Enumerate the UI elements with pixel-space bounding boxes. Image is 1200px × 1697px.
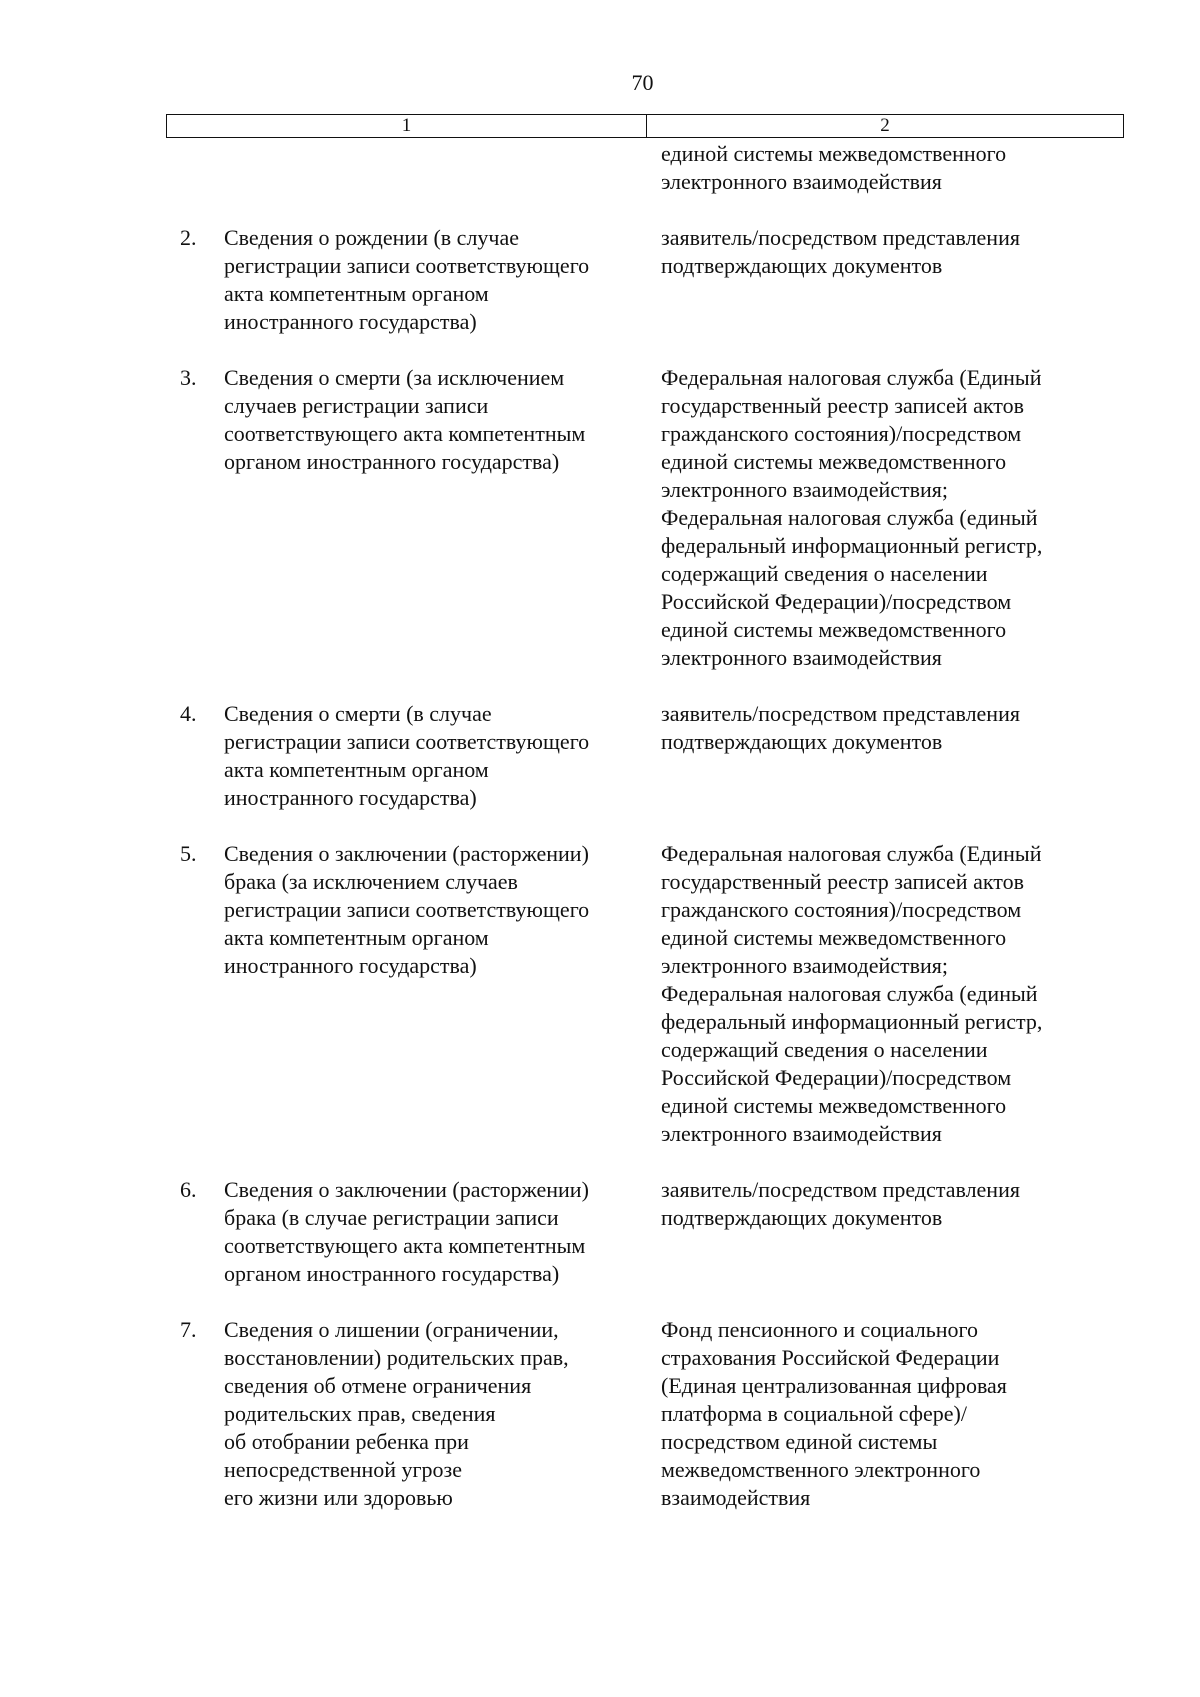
text-line: регистрации записи соответствующего: [224, 897, 590, 922]
text-line: акта компетентным органом: [224, 281, 489, 306]
text-line: подтверждающих документов: [661, 1205, 943, 1230]
text-line: Федеральная налоговая служба (единый: [661, 981, 1038, 1006]
text-line: заявитель/посредством представления: [661, 701, 1020, 726]
text-line: государственный реестр записей актов: [661, 393, 1024, 418]
text-line: единой системы межведомственного: [661, 617, 1007, 642]
row-information-type: [224, 364, 644, 672]
text-line: межведомственного электронного: [661, 1457, 981, 1482]
text-line: Сведения о лишении (ограничении,: [224, 1317, 559, 1342]
text-line: [224, 1120, 644, 1148]
text-line: подтверждающих документов: [661, 253, 943, 278]
text-line: заявитель/посредством представления: [661, 1177, 1020, 1202]
row-information-type: [224, 840, 644, 1148]
text-line: подтверждающих документов: [661, 729, 943, 754]
text-line: платформа в социальной сфере)/: [661, 1401, 967, 1426]
text-line: Федеральная налоговая служба (единый: [661, 505, 1038, 530]
text-line: иностранного государства): [224, 953, 477, 978]
text-line: [224, 1008, 644, 1036]
text-line: сведения об отмене ограничения: [224, 1373, 532, 1398]
continuation-line: единой системы межведомственного: [661, 141, 1007, 166]
row-information-type: [224, 1316, 644, 1512]
text-line: брака (за исключением случаев: [224, 869, 518, 894]
text-line: [224, 1064, 644, 1092]
row-number: 4.: [180, 701, 197, 726]
row-number: 6.: [180, 1177, 197, 1202]
text-line: электронного взаимодействия;: [661, 477, 948, 502]
row-source: [661, 364, 1121, 672]
row-information-type: [224, 700, 644, 812]
row-source: [661, 1176, 1121, 1288]
text-line: его жизни или здоровью: [224, 1485, 453, 1510]
table-row: [0, 840, 1200, 1148]
text-line: единой системы межведомственного: [661, 1093, 1007, 1118]
text-line: соответствующего акта компетентным: [224, 421, 586, 446]
page-number: 70: [631, 70, 654, 95]
text-line: об отобрании ребенка при: [224, 1429, 469, 1454]
text-line: регистрации записи соответствующего: [224, 729, 590, 754]
text-line: [224, 532, 644, 560]
text-line: Сведения о заключении (расторжении): [224, 841, 589, 866]
row-number: 3.: [180, 365, 197, 390]
row-number: 7.: [180, 1317, 197, 1342]
text-line: [661, 1232, 1121, 1260]
text-line: органом иностранного государства): [224, 449, 560, 474]
table-header-col2: 2: [880, 115, 890, 136]
text-line: [661, 308, 1121, 336]
text-line: Федеральная налоговая служба (Единый: [661, 841, 1042, 866]
table-row: [0, 1316, 1200, 1512]
text-line: Сведения о заключении (расторжении): [224, 1177, 589, 1202]
text-line: соответствующего акта компетентным: [224, 1233, 586, 1258]
text-line: федеральный информационный регистр,: [661, 1009, 1043, 1034]
text-line: акта компетентным органом: [224, 757, 489, 782]
table-row: [0, 1176, 1200, 1288]
text-line: электронного взаимодействия;: [661, 953, 948, 978]
text-line: взаимодействия: [661, 1485, 811, 1510]
text-line: восстановлении) родительских прав,: [224, 1345, 569, 1370]
text-line: Сведения о смерти (за исключением: [224, 365, 565, 390]
text-line: Сведения о смерти (в случае: [224, 701, 492, 726]
row-number: 2.: [180, 225, 197, 250]
text-line: содержащий сведения о населении: [661, 1037, 988, 1062]
text-line: [224, 1036, 644, 1064]
table-body: [0, 224, 1200, 1540]
text-line: акта компетентным органом: [224, 925, 489, 950]
text-line: [661, 1260, 1121, 1288]
table-row: [0, 700, 1200, 812]
row-source: [661, 1316, 1121, 1512]
text-line: непосредственной угрозе: [224, 1457, 462, 1482]
text-line: содержащий сведения о населении: [661, 561, 988, 586]
text-line: иностранного государства): [224, 785, 477, 810]
row-source: [661, 840, 1121, 1148]
continuation-line: электронного взаимодействия: [661, 169, 942, 194]
text-line: Федеральная налоговая служба (Единый: [661, 365, 1042, 390]
row-information-type: [224, 1176, 644, 1288]
text-line: брака (в случае регистрации записи: [224, 1205, 559, 1230]
text-line: федеральный информационный регистр,: [661, 533, 1043, 558]
text-line: заявитель/посредством представления: [661, 225, 1020, 250]
text-line: [224, 1092, 644, 1120]
text-line: гражданского состояния)/посредством: [661, 421, 1022, 446]
text-line: [661, 280, 1121, 308]
text-line: Сведения о рождении (в случае: [224, 225, 520, 250]
text-line: случаев регистрации записи: [224, 393, 489, 418]
text-line: [224, 504, 644, 532]
text-line: (Единая централизованная цифровая: [661, 1373, 1007, 1398]
text-line: иностранного государства): [224, 309, 477, 334]
continuation-text: [661, 140, 1121, 196]
text-line: [224, 644, 644, 672]
table-row: [0, 224, 1200, 336]
text-line: [224, 560, 644, 588]
text-line: [224, 616, 644, 644]
table-row: [0, 364, 1200, 672]
text-line: Российской Федерации)/посредством: [661, 589, 1012, 614]
text-line: органом иностранного государства): [224, 1261, 560, 1286]
text-line: электронного взаимодействия: [661, 645, 942, 670]
table-header-col1: 1: [167, 115, 647, 137]
text-line: посредством единой системы: [661, 1429, 938, 1454]
text-line: единой системы межведомственного: [661, 449, 1007, 474]
text-line: [224, 476, 644, 504]
text-line: родительских прав, сведения: [224, 1401, 496, 1426]
text-line: [661, 756, 1121, 784]
text-line: [224, 588, 644, 616]
row-source: [661, 224, 1121, 336]
text-line: единой системы межведомственного: [661, 925, 1007, 950]
row-source: [661, 700, 1121, 812]
table-header: [166, 114, 1124, 138]
text-line: Российской Федерации)/посредством: [661, 1065, 1012, 1090]
row-number: 5.: [180, 841, 197, 866]
text-line: страхования Российской Федерации: [661, 1345, 1000, 1370]
text-line: Фонд пенсионного и социального: [661, 1317, 979, 1342]
text-line: гражданского состояния)/посредством: [661, 897, 1022, 922]
text-line: государственный реестр записей актов: [661, 869, 1024, 894]
text-line: [661, 784, 1121, 812]
text-line: электронного взаимодействия: [661, 1121, 942, 1146]
text-line: [224, 980, 644, 1008]
row-information-type: [224, 224, 644, 336]
text-line: регистрации записи соответствующего: [224, 253, 590, 278]
